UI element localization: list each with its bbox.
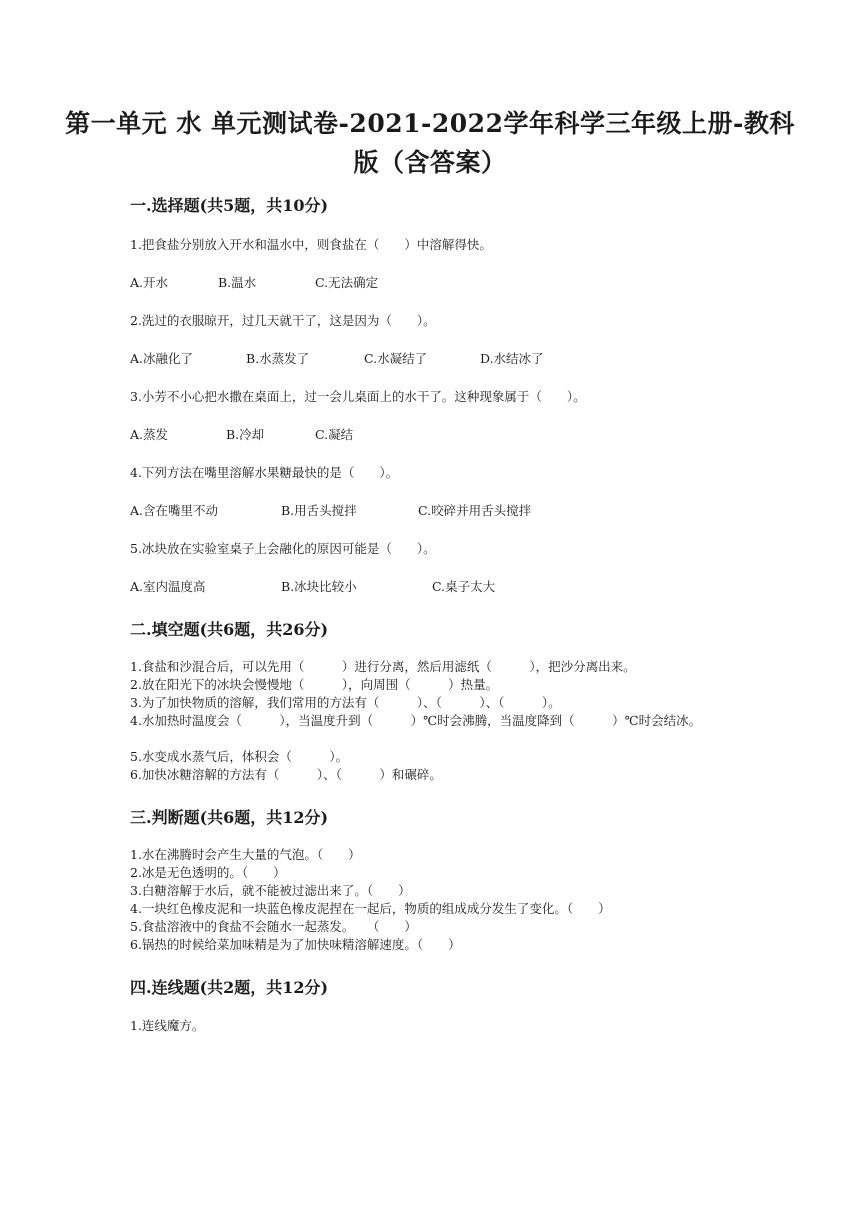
answer-option: B.用舌头搅拌 [281,503,357,518]
question-text: 2.洗过的衣服晾开，过几天就干了，这是因为（ ）。 [130,313,436,328]
fill-blank-item: 3.为了加快物质的溶解，我们常用的方法有（ ）、（ ）、（ ）。 [130,695,561,710]
fill-blank-item: 5.水变成水蒸气后，体积会（ ）。 [130,749,349,764]
answer-option: C.水凝结了 [364,351,428,366]
matching-item: 1.连线魔方。 [130,1018,205,1033]
fill-blank-item: 6.加快冰糖溶解的方法有（ ）、（ ）和碾碎。 [130,767,442,782]
answer-option: C.凝结 [315,427,354,442]
question-text: 1.把食盐分别放入开水和温水中，则食盐在（ ）中溶解得快。 [130,237,492,252]
answer-option: D.水结冰了 [480,351,544,366]
true-false-item: 2.冰是无色透明的。（ ） [130,865,286,880]
section-heading-choice: 一.选择题(共5题，共10分) [130,196,329,215]
section-heading-fill-blank: 二.填空题(共6题，共26分) [130,620,329,639]
true-false-item: 5.食盐溶液中的食盐不会随水一起蒸发。 （ ） [130,919,417,934]
answer-option: A.含在嘴里不动 [130,503,219,518]
question-text: 3.小芳不小心把水撒在桌面上，过一会儿桌面上的水干了。这种现象属于（ ）。 [130,389,586,404]
fill-blank-item: 4.水加热时温度会（ ），当温度升到（ ）℃时会沸腾，当温度降到（ ）℃时会结冰。 [130,713,702,728]
question-text: 4.下列方法在嘴里溶解水果糖最快的是（ ）。 [130,465,399,480]
true-false-item: 1.水在沸腾时会产生大量的气泡。（ ） [130,847,361,862]
answer-option: A.开水 [130,275,169,290]
page-title: 第一单元 水 单元测试卷-2021-2022学年科学三年级上册-教科版（含答案） [65,109,795,177]
answer-option: C.桌子太大 [432,579,496,594]
true-false-item: 3.白糖溶解于水后，就不能被过滤出来了。（ ） [130,883,411,898]
answer-option: A.蒸发 [130,427,169,442]
fill-blank-item: 1.食盐和沙混合后，可以先用（ ）进行分离，然后用滤纸（ ），把沙分离出来。 [130,659,636,674]
answer-option: A.室内温度高 [130,579,206,594]
answer-option: A.冰融化了 [130,351,194,366]
section-heading-true-false: 三.判断题(共6题，共12分) [130,808,329,827]
answer-option: B.冰块比较小 [281,579,357,594]
section-heading-matching: 四.连线题(共2题，共12分) [130,978,329,997]
answer-option: B.水蒸发了 [246,351,310,366]
answer-option: B.温水 [218,275,257,290]
answer-option: B.冷却 [226,427,265,442]
true-false-item: 4.一块红色橡皮泥和一块蓝色橡皮泥捏在一起后，物质的组成成分发生了变化。（ ） [130,901,611,916]
true-false-item: 6.锅热的时候给菜加味精是为了加快味精溶解速度。（ ） [130,937,461,952]
answer-option: C.咬碎并用舌头搅拌 [418,503,532,518]
question-text: 5.冰块放在实验室桌子上会融化的原因可能是（ ）。 [130,541,436,556]
fill-blank-item: 2.放在阳光下的冰块会慢慢地（ ），向周围（ ）热量。 [130,677,499,692]
answer-option: C.无法确定 [315,275,379,290]
